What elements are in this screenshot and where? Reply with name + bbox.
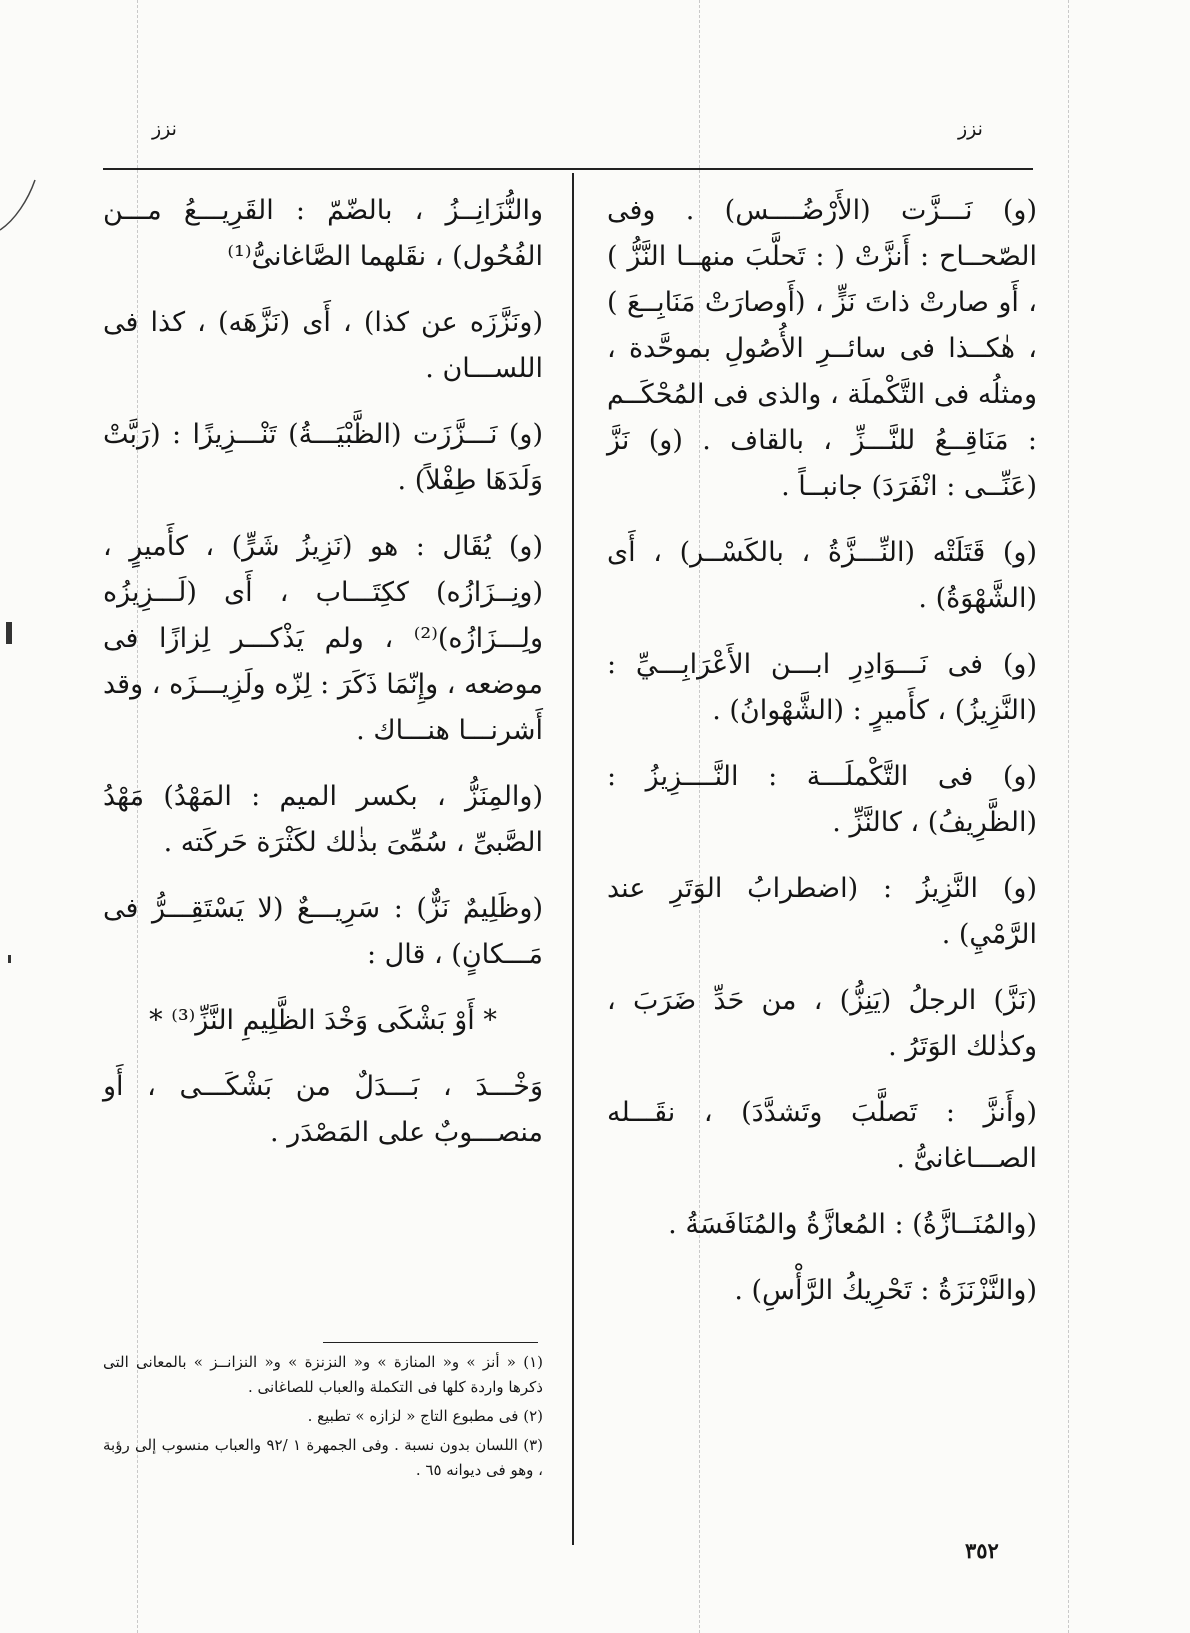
footnote: (٣) اللسان بدون نسبة . وفى الجمهرة ١ /٩٢ والعباب منسوب إلى رؤبة ، وهو فى ديوانه ٦٥ . <box>103 1436 543 1479</box>
entry-paragraph: (وظَلِيمٌ نَزٌّ) : سَرِيـــعٌ (لا يَسْتَقِـــرُّ فى مَـــكانٍ) ، قال : <box>103 893 543 970</box>
entry-paragraph: (و) يُقَال : هو (نَزِيزُ شَرٍّ) ، كأَميرٍ ، (ونِــزَازُه) ككِتَـــاب ، أَى (لَـــزِيزُه ولِـــزَازُه)⁽²⁾ ، ولم يَذْكـــر لِزازًا فى موضعه ، وإِنّمَا ذَكَرَ : لِزّه ولَزِيـــزَه ، وقد أَشرنـــا هنـــاك . <box>103 531 543 746</box>
entry-paragraph: (والنَّزْنَزَةُ : تَحْرِيكُ الرَّأْسِ) . <box>734 1275 1037 1306</box>
entry-paragraph: (نَزَّ) الرجلُ (يَنِزُّ) ، من حَدِّ ضَرَبَ ، وكذٰلك الوَتَرُ . <box>607 985 1037 1062</box>
footnote: (١) « أنز » و« المنازة » و« النزنزة » و« النزانــز » بالمعانى التى ذكرها واردة كلها فى التكملة والعباب للصاغانى . <box>103 1353 543 1396</box>
page-number: ٣٥٢ <box>965 1538 999 1563</box>
scan-edge-artifact <box>6 622 12 644</box>
header-rule <box>103 168 1033 170</box>
scan-guide-line <box>1068 0 1069 1633</box>
footnotes <box>103 1350 543 1487</box>
footnote-rule <box>323 1342 538 1343</box>
running-header-left: نزز <box>152 118 177 140</box>
entry-paragraph: (وأَنزَّ : تَصلَّبَ وتَشدَّدَ) ، نقَـــله الصـــاغانىُّ . <box>607 1097 1037 1174</box>
right-column <box>607 188 1037 1334</box>
entry-paragraph: (والمُنَــازَّةُ) : المُعازَّةُ والمُنَافَسَةُ . <box>668 1209 1037 1240</box>
entry-paragraph: (و) نَـــزَّت (الأَرْضُــــس) . وفى الصّحــاح : أَنزَّتْ ( : تَحلَّبَ منهــا النَّزُّ ) ، أَو صارتْ ذاتَ نَزٍّ ، (أَوصارَتْ مَنَابِــعَ ) ، هٰكــذا فى سائــرِ الأُصُولِ بموحَّدة ، ومثلُه فى التَّكْملَة ، والذى فى المُحْكَــم : مَنَاقِــعُ للنَّـــزِّ ، بالقاف . (و) نَزَّ (عَنِّــى : انْفَرَدَ) جانبــاً . <box>607 195 1037 502</box>
entry-paragraph: وَخْـــدَ ، بَـــدَلٌ من بَشْكَـــى ، أَو منصـــوبٌ على المَصْدَر . <box>103 1071 543 1148</box>
entry-paragraph: (والمِنَزُّ ، بكسر الميم : المَهْدُ) مَهْدُ الصَّبىِّ ، سُمِّىَ بذٰلك لكَثْرَة حَركَته . <box>103 781 543 858</box>
entry-paragraph: (و) فى التَّكْملَـــة : النَّــــزِيزُ : (الظَّرِيفُ) ، كالنَّزِّ . <box>607 761 1037 838</box>
entry-paragraph: (و) نَـــزَّزَت (الظَّبْيَـــةُ) تَنْـــزِيزًا : (رَبَّتْ وَلَدَهَا طِفْلاً) . <box>103 419 543 496</box>
entry-paragraph: (و) قَتَلَتْه (النِّـــزَّةُ ، بالكَسْــر) ، أَى (الشَّهْوَةُ) . <box>607 537 1037 614</box>
left-column <box>103 188 543 1176</box>
scan-edge-artifact <box>0 175 50 255</box>
entry-paragraph: (و) فى نَـــوَادِرِ ابـــن الأَعْرَابِـــيِّ : (النَّزِيزُ) ، كأَميرٍ : (الشَّهْوانُ) . <box>607 649 1037 726</box>
running-header-right: نزز <box>958 118 983 140</box>
entry-paragraph: والنُّزَانِــزُ ، بالضّمّ : القَرِيـــعُ مـــن الفُحُول) ، نقَلهما الصَّاغانىُّ⁽¹⁾ <box>103 195 543 272</box>
footnote: (٢) فى مطبوع التاج « لزازه » تطبيع . <box>307 1407 543 1425</box>
verse-line: * أَوْ بَشْكَى وَخْدَ الظَّلِيمِ النَّزِّ⁽³⁾ * <box>149 1005 497 1036</box>
column-divider <box>572 173 574 1545</box>
entry-paragraph: (و) النَّزِيزُ : (اضطرابُ الوَتَرِ عند الرَّمْيِ) . <box>607 873 1037 950</box>
entry-paragraph: (ونَزَّزَه عن كذا) ، أَى (نَزَّهَه) ، كذا فى اللســـان . <box>103 307 543 384</box>
scan-edge-artifact <box>8 955 11 963</box>
